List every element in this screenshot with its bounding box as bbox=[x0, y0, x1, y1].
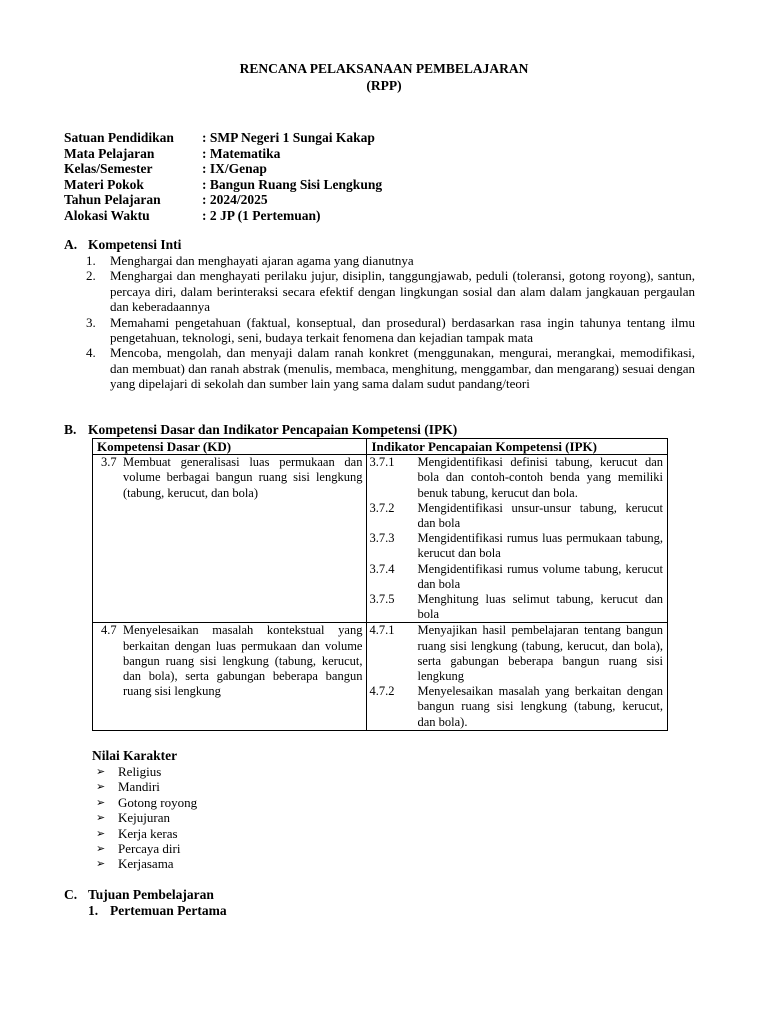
ipk-cell bbox=[367, 623, 668, 730]
ipk-number: 4.7.1 bbox=[369, 623, 395, 638]
info-value: : SMP Negeri 1 Sungai Kakap bbox=[202, 130, 375, 145]
info-row-kelas bbox=[64, 161, 704, 177]
info-label: Materi Pokok bbox=[64, 176, 144, 192]
ipk-text: Menghitung luas selimut tabung, kerucut dan bola bbox=[417, 592, 663, 622]
list-item bbox=[96, 795, 197, 810]
info-row-tahun bbox=[64, 192, 704, 208]
kd-text: Menyelesaikan masalah kontekstual yang berkaitan dengan luas permukaan dan volume bangun ruang sisi lengkung (tabung, kerucut, dan bola), serta gabungan beberapa bangun ruang sisi lengkung bbox=[123, 623, 363, 699]
pertemuan-heading bbox=[88, 903, 227, 918]
arrow-bullet-icon: ➢ bbox=[96, 795, 106, 809]
arrow-bullet-icon: ➢ bbox=[96, 765, 106, 778]
list-text: Mencoba, mengolah, dan menyaji dalam ranah konkret (menggunakan, mengurai, merangkai, memodifikasi, dan membuat) dan ranah abstrak (menulis, membaca, menghitung, menggambar, dan mengarang) sesuai dengan yang dipelajari di sekolah dan sumber lain yang sama dalam sudut pandang/teori bbox=[110, 345, 695, 392]
list-text: Gotong royong bbox=[118, 794, 198, 810]
column-header-kd: Kompetensi Dasar (KD) bbox=[93, 439, 367, 455]
nilai-karakter-heading: Nilai Karakter bbox=[92, 748, 178, 763]
section-letter: C. bbox=[64, 887, 78, 902]
info-row-mapel bbox=[64, 146, 704, 162]
list-number: 1. bbox=[86, 253, 96, 268]
list-number: 4. bbox=[86, 345, 96, 361]
list-text: Religius bbox=[118, 764, 162, 779]
list-text: Percaya diri bbox=[118, 841, 181, 857]
title-line-2: (RPP) bbox=[366, 78, 402, 93]
list-item bbox=[86, 315, 695, 346]
kd-text: Membuat generalisasi luas permukaan dan volume berbagai bangun ruang sisi lengkung (tabung, kerucut, dan bola) bbox=[123, 455, 363, 500]
info-label: Kelas/Semester bbox=[64, 161, 153, 177]
arrow-bullet-icon: ➢ bbox=[96, 842, 106, 856]
ipk-item bbox=[369, 592, 663, 622]
ipk-item bbox=[369, 684, 663, 730]
list-item bbox=[96, 826, 197, 841]
ipk-number: 4.7.2 bbox=[369, 684, 395, 699]
ipk-number: 3.7.2 bbox=[369, 500, 395, 515]
info-label: Mata Pelajaran bbox=[64, 145, 155, 161]
ipk-text: Menyelesaikan masalah yang berkaitan dengan bangun ruang sisi lengkung (tabung, kerucut, dan bola). bbox=[417, 684, 663, 729]
info-value: : IX/Genap bbox=[202, 161, 267, 177]
ipk-number: 3.7.3 bbox=[369, 531, 395, 546]
arrow-bullet-icon: ➢ bbox=[96, 780, 106, 794]
info-value: : Matematika bbox=[202, 145, 281, 161]
list-text: Menghargai dan menghayati perilaku jujur, disiplin, tanggungjawab, peduli (toleransi, gotong royong), santun, percaya diri, dalam berinteraksi secara efektif dengan lingkungan sosial dan alam dalam jangkauan pergaulan dan keberadaannya bbox=[110, 268, 695, 315]
section-letter: B. bbox=[64, 422, 77, 437]
ipk-text: Mengidentifikasi rumus volume tabung, kerucut dan bola bbox=[417, 561, 663, 591]
sub-title: Pertemuan Pertama bbox=[110, 903, 227, 918]
list-text: Mandiri bbox=[118, 779, 160, 795]
ipk-number: 3.7.5 bbox=[369, 592, 395, 607]
info-row-alokasi bbox=[64, 208, 704, 224]
kd-ipk-table bbox=[92, 438, 668, 731]
kompetensi-inti-list bbox=[86, 253, 695, 392]
ipk-item bbox=[369, 501, 663, 531]
kd-number: 4.7 bbox=[101, 623, 117, 638]
document-title bbox=[0, 60, 768, 94]
list-number: 2. bbox=[86, 268, 96, 284]
kd-cell bbox=[93, 455, 367, 623]
table-header-row bbox=[93, 439, 668, 455]
info-row-satuan bbox=[64, 130, 704, 146]
info-value: : 2 JP (1 Pertemuan) bbox=[202, 207, 321, 223]
section-b-heading bbox=[64, 422, 457, 437]
info-label: Satuan Pendidikan bbox=[64, 130, 174, 145]
list-number: 3. bbox=[86, 314, 96, 330]
ipk-number: 3.7.1 bbox=[369, 455, 395, 470]
list-item bbox=[86, 345, 695, 391]
list-text: Memahami pengetahuan (faktual, konseptual, dan prosedural) berdasarkan rasa ingin tahunya tentang ilmu pengetahuan, teknologi, seni, budaya terkait fenomena dan kejadian tampak mata bbox=[110, 314, 695, 346]
ipk-text: Mengidentifikasi definisi tabung, kerucut dan bola dan contoh-contoh benda yang memiliki benuk tabung, kerucut dan bola. bbox=[417, 455, 663, 500]
ipk-item bbox=[369, 623, 663, 684]
kd-number: 3.7 bbox=[101, 455, 117, 470]
info-label: Alokasi Waktu bbox=[64, 207, 150, 223]
ipk-text: Mengidentifikasi unsur-unsur tabung, kerucut dan bola bbox=[417, 500, 663, 531]
ipk-cell bbox=[367, 455, 668, 623]
list-item bbox=[86, 253, 695, 268]
section-letter: A. bbox=[64, 237, 78, 252]
identity-block bbox=[64, 130, 704, 224]
list-item bbox=[96, 856, 197, 871]
list-text: Kerjasama bbox=[118, 856, 174, 872]
info-label: Tahun Pelajaran bbox=[64, 192, 161, 208]
ipk-text: Menyajikan hasil pembelajaran tentang bangun ruang sisi lengkung (tabung, kerucut, dan bola), serta gabungan beberapa bangun ruang sisi lengkung bbox=[417, 623, 663, 684]
list-item bbox=[96, 764, 197, 779]
section-c-heading bbox=[64, 887, 214, 902]
section-title: Kompetensi Inti bbox=[88, 237, 182, 252]
list-item bbox=[86, 268, 695, 314]
arrow-bullet-icon: ➢ bbox=[96, 826, 106, 840]
kd-cell bbox=[93, 623, 367, 730]
column-header-ipk: Indikator Pencapaian Kompetensi (IPK) bbox=[367, 439, 668, 455]
ipk-text: Mengidentifikasi rumus luas permukaan tabung, kerucut dan bola bbox=[417, 531, 663, 561]
section-a-heading bbox=[64, 237, 181, 252]
table-row bbox=[93, 455, 668, 623]
ipk-number: 3.7.4 bbox=[369, 561, 395, 576]
title-line-1: RENCANA PELAKSANAAN PEMBELAJARAN bbox=[239, 61, 529, 76]
list-item bbox=[96, 779, 197, 794]
section-title: Kompetensi Dasar dan Indikator Pencapaian Kompetensi (IPK) bbox=[88, 422, 458, 437]
sub-number: 1. bbox=[88, 903, 99, 918]
arrow-bullet-icon: ➢ bbox=[96, 811, 106, 825]
ipk-item bbox=[369, 531, 663, 561]
arrow-bullet-icon: ➢ bbox=[96, 857, 106, 871]
list-item bbox=[96, 810, 197, 825]
list-item bbox=[96, 841, 197, 856]
table-row bbox=[93, 623, 668, 730]
info-value: : Bangun Ruang Sisi Lengkung bbox=[202, 176, 383, 192]
info-value: : 2024/2025 bbox=[202, 192, 268, 208]
list-text: Kerja keras bbox=[118, 825, 178, 841]
list-text: Menghargai dan menghayati ajaran agama yang dianutnya bbox=[110, 253, 414, 268]
section-title: Tujuan Pembelajaran bbox=[88, 887, 214, 902]
info-row-materi bbox=[64, 177, 704, 193]
ipk-item bbox=[369, 562, 663, 592]
ipk-item bbox=[369, 455, 663, 501]
nilai-karakter-list bbox=[96, 764, 197, 872]
list-text: Kejujuran bbox=[118, 810, 170, 826]
